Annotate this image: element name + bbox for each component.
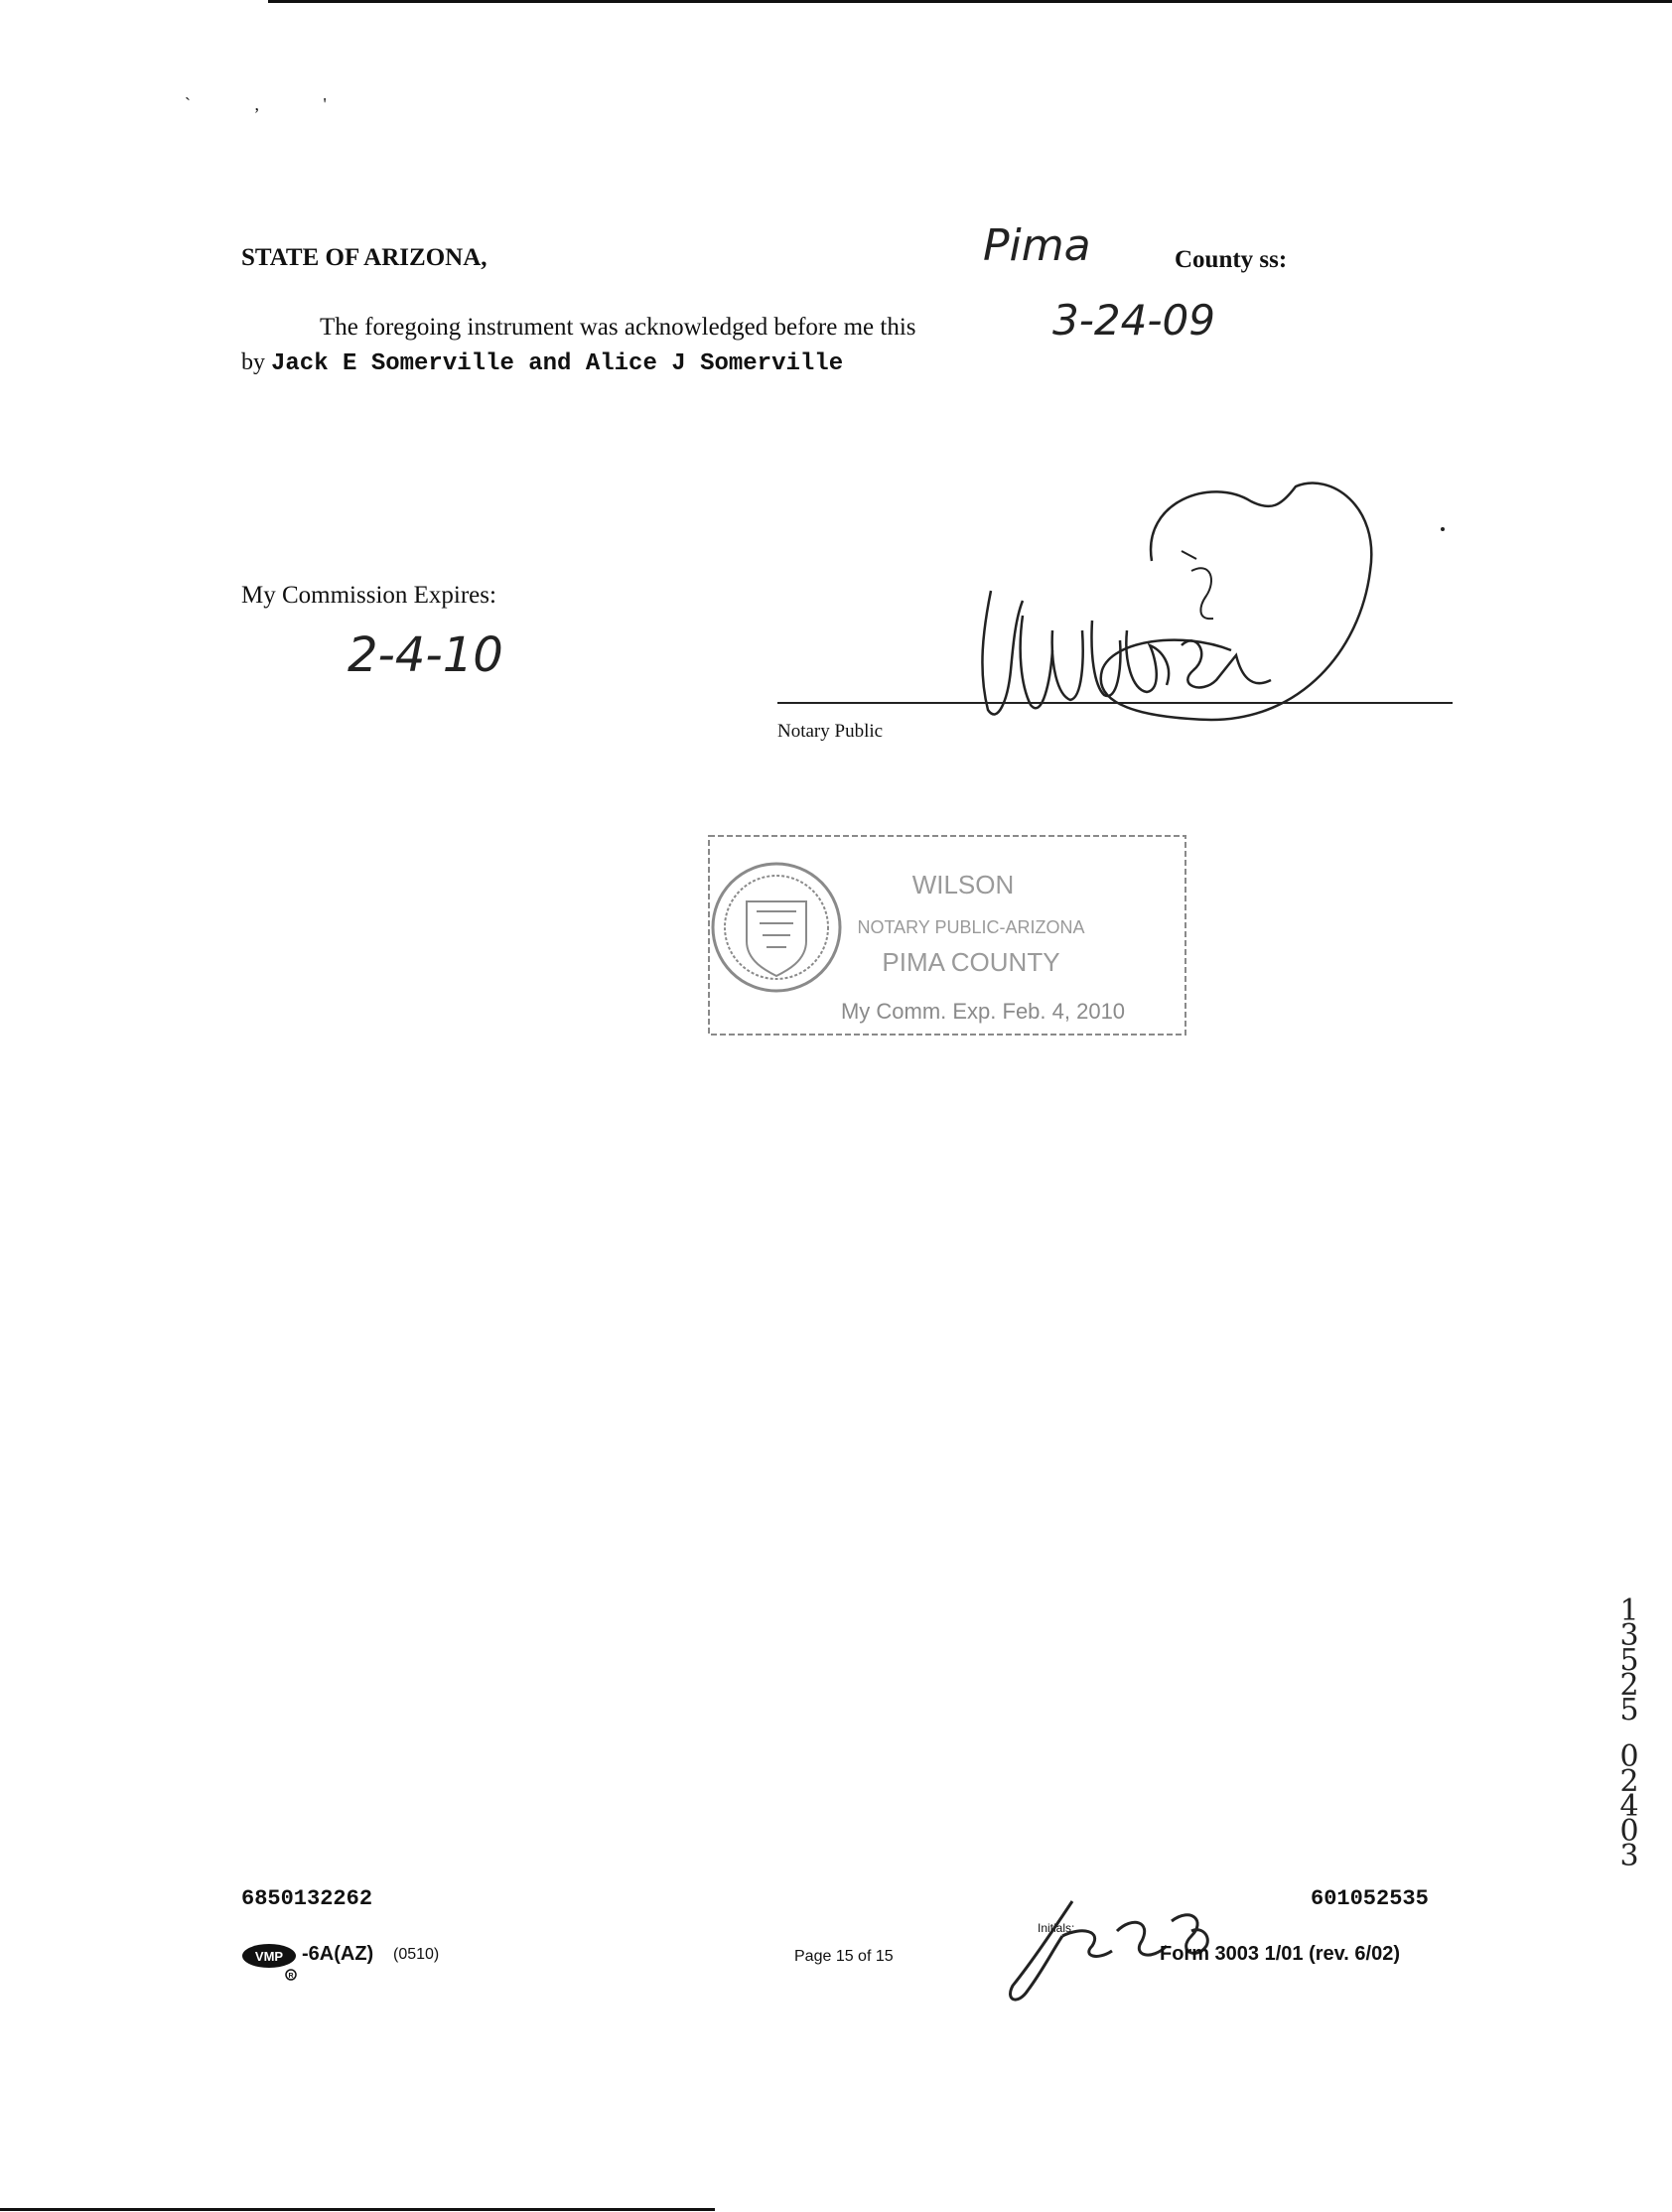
commission-date-handwritten: 2-4-10 xyxy=(348,627,503,683)
side-record-number xyxy=(1616,1593,1642,1873)
side-digit: 0 xyxy=(1619,1814,1639,1849)
seal-line-name: WILSON xyxy=(911,870,1015,899)
county-handwritten: Pima xyxy=(983,220,1091,271)
side-digit: 3 xyxy=(1619,1839,1639,1873)
state-heading: STATE OF ARIZONA, xyxy=(241,244,488,271)
form-number-right: Form 3003 1/01 (rev. 6/02) xyxy=(1160,1943,1400,1965)
bottom-border-rule xyxy=(0,2208,715,2211)
notary-seal-stamp xyxy=(705,832,1191,1050)
loan-number-left: 6850132262 xyxy=(241,1886,373,1911)
side-digit: 0 xyxy=(1619,1739,1639,1774)
svg-text:R: R xyxy=(288,1973,294,1980)
notary-signature xyxy=(953,482,1450,740)
vmp-logo-text: VMP xyxy=(254,1949,284,1964)
seal-line-title: NOTARY PUBLIC-ARIZONA xyxy=(857,917,1085,937)
acknowledged-names: Jack E Somerville and Alice J Somerville xyxy=(271,350,844,377)
notary-signature-line xyxy=(777,702,1453,704)
by-prefix: by xyxy=(241,349,265,375)
initials-label: Initials: xyxy=(1038,1921,1075,1935)
acknowledged-by-line xyxy=(241,349,843,377)
side-digit: 2 xyxy=(1619,1764,1639,1799)
form-code-left: -6A(AZ) xyxy=(302,1943,374,1965)
side-digit: 2 xyxy=(1619,1668,1639,1703)
scan-marks: ` , ' xyxy=(185,94,356,114)
loan-number-right: 601052535 xyxy=(1311,1886,1429,1911)
page-number: Page 15 of 15 xyxy=(794,1948,894,1965)
vmp-logo xyxy=(241,1942,303,1982)
side-digit: 5 xyxy=(1619,1693,1639,1728)
top-border-rule xyxy=(268,0,1672,3)
commission-expires-label: My Commission Expires: xyxy=(241,582,496,609)
county-ss-label: County ss: xyxy=(1175,246,1288,273)
side-digit: 1 xyxy=(1619,1593,1639,1628)
side-digit: 4 xyxy=(1619,1789,1639,1824)
side-digit: 5 xyxy=(1619,1643,1639,1678)
seal-line-expiration: My Comm. Exp. Feb. 4, 2010 xyxy=(840,999,1126,1024)
acknowledgment-text: The foregoing instrument was acknowledged before me this xyxy=(320,314,916,341)
seal-line-county: PIMA COUNTY xyxy=(882,947,1060,977)
side-digit: 3 xyxy=(1619,1618,1639,1653)
notary-public-label: Notary Public xyxy=(777,721,884,742)
acknowledgment-date-handwritten: 3-24-09 xyxy=(1052,296,1215,345)
form-code-left-version: (0510) xyxy=(393,1946,440,1963)
